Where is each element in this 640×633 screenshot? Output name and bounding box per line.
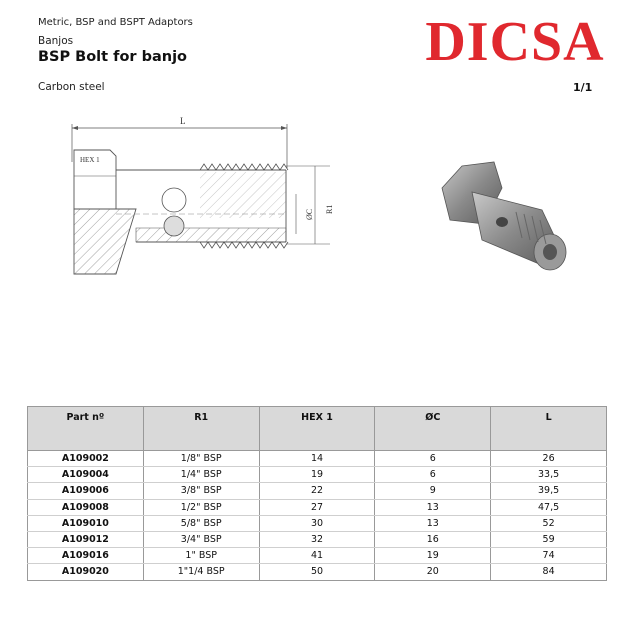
- hex-size: 41: [259, 548, 375, 564]
- length-l: 39,5: [491, 483, 607, 499]
- part-number: A109012: [28, 531, 144, 547]
- part-number: A109020: [28, 564, 144, 580]
- diameter-c: 6: [375, 467, 491, 483]
- diameter-c: 19: [375, 548, 491, 564]
- length-l: 52: [491, 515, 607, 531]
- dim-thread-label: R1: [325, 204, 334, 214]
- hex-size: 27: [259, 499, 375, 515]
- dim-diameter-label: ØC: [305, 208, 314, 220]
- diameter-c: 13: [375, 499, 491, 515]
- length-l: 84: [491, 564, 607, 580]
- diameter-c: 20: [375, 564, 491, 580]
- table-row: [28, 515, 607, 531]
- bolt-3d-render: [432, 148, 582, 278]
- column-header: HEX 1: [259, 407, 375, 451]
- length-l: 33,5: [491, 467, 607, 483]
- subcategory-label: Banjos: [38, 35, 74, 47]
- table-row: [28, 531, 607, 547]
- page-number: 1/1: [573, 81, 593, 94]
- dim-length-label: L: [180, 116, 186, 126]
- column-header: R1: [143, 407, 259, 451]
- column-header: ØC: [375, 407, 491, 451]
- thread-size: 1/2" BSP: [143, 499, 259, 515]
- part-number: A109008: [28, 499, 144, 515]
- table-row: [28, 483, 607, 499]
- parts-table: [27, 406, 607, 581]
- part-number: A109006: [28, 483, 144, 499]
- table-row: [28, 451, 607, 467]
- table-header-row: [28, 407, 607, 451]
- thread-size: 1" BSP: [143, 548, 259, 564]
- column-header: L: [491, 407, 607, 451]
- material-label: Carbon steel: [38, 81, 105, 93]
- thread-size: 3/8" BSP: [143, 483, 259, 499]
- thread-size: 3/4" BSP: [143, 531, 259, 547]
- table-row: [28, 499, 607, 515]
- table-row: [28, 564, 607, 580]
- part-number: A109002: [28, 451, 144, 467]
- hex-size: 30: [259, 515, 375, 531]
- diameter-c: 6: [375, 451, 491, 467]
- thread-size: 1/4" BSP: [143, 467, 259, 483]
- part-number: A109010: [28, 515, 144, 531]
- column-header: Part nº: [28, 407, 144, 451]
- hex-size: 50: [259, 564, 375, 580]
- thread-size: 1/8" BSP: [143, 451, 259, 467]
- logo-text: DICSA: [425, 11, 605, 70]
- part-number: A109004: [28, 467, 144, 483]
- thread-size: 5/8" BSP: [143, 515, 259, 531]
- diameter-c: 13: [375, 515, 491, 531]
- hex-size: 22: [259, 483, 375, 499]
- hex-size: 32: [259, 531, 375, 547]
- page-title: BSP Bolt for banjo: [38, 49, 188, 65]
- hex-size: 14: [259, 451, 375, 467]
- length-l: 47,5: [491, 499, 607, 515]
- dicsa-logo: [420, 8, 610, 70]
- dim-hex-label: HEX 1: [80, 156, 100, 164]
- length-l: 26: [491, 451, 607, 467]
- length-l: 59: [491, 531, 607, 547]
- category-label: Metric, BSP and BSPT Adaptors: [38, 17, 193, 28]
- table-row: [28, 548, 607, 564]
- diameter-c: 16: [375, 531, 491, 547]
- length-l: 74: [491, 548, 607, 564]
- hex-size: 19: [259, 467, 375, 483]
- part-number: A109016: [28, 548, 144, 564]
- thread-size: 1"1/4 BSP: [143, 564, 259, 580]
- diameter-c: 9: [375, 483, 491, 499]
- table-row: [28, 467, 607, 483]
- technical-drawing: [60, 110, 350, 290]
